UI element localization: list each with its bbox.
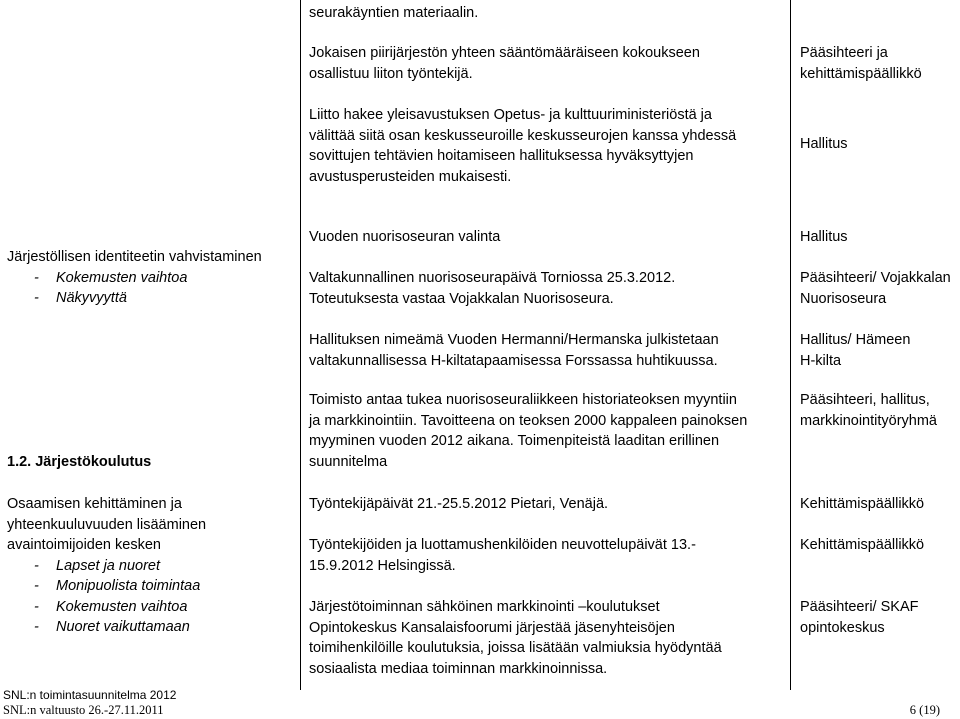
action-cell bbox=[309, 330, 719, 371]
text-line: Järjestötoiminnan sähköinen markkinointi –koulutukset bbox=[309, 599, 660, 615]
responsible-cell: Kehittämispäällikkö bbox=[800, 537, 925, 553]
page-number: 6 (19) bbox=[909, 703, 940, 717]
text-line: Osaamisen kehittäminen ja bbox=[7, 496, 182, 512]
text-line: H-kilta bbox=[800, 352, 842, 369]
text-line: Pääsihteeri ja bbox=[800, 45, 888, 61]
text-line: Valtakunnallinen nuorisoseurapäivä Torniossa 25.3.2012. bbox=[309, 270, 676, 286]
text-line: suunnitelma bbox=[309, 453, 388, 470]
text-line: avustusperusteiden mukaisesti. bbox=[309, 168, 512, 185]
text-line: Toteutuksesta vastaa Vojakkalan Nuorisoseura. bbox=[309, 290, 614, 307]
action-cell bbox=[309, 268, 675, 309]
action-cell bbox=[309, 390, 747, 472]
goal-item: - Kokemusten vaihtoa bbox=[34, 598, 188, 615]
goal-item: - Nuoret vaikuttamaan bbox=[34, 619, 190, 635]
text-line: osallistuu liiton työntekijä. bbox=[309, 65, 473, 82]
action-cell bbox=[309, 535, 696, 576]
section-identity-goal bbox=[7, 247, 262, 309]
paragraph-liaison bbox=[309, 43, 700, 84]
text-line: Pääsihteeri/ Vojakkalan bbox=[800, 270, 951, 286]
responsible-cell bbox=[800, 268, 951, 309]
action-cell bbox=[309, 597, 722, 679]
responsible-cell bbox=[800, 43, 922, 84]
text-line: Liitto hakee yleisavustuksen Opetus- ja kulttuuriministeriöstä ja bbox=[309, 107, 712, 123]
goal-item: - Monipuolista toimintaa bbox=[34, 578, 201, 594]
text-line: Pääsihteeri, hallitus, bbox=[800, 392, 930, 408]
text-line: Pääsihteeri/ SKAF bbox=[800, 599, 919, 615]
text-line: yhteenkuuluvuuden lisääminen bbox=[7, 516, 207, 533]
table-border-middle bbox=[790, 0, 791, 690]
text-line: Hallituksen nimeämä Vuoden Hermanni/Hermanska julkistetaan bbox=[309, 332, 719, 348]
text-line: 15.9.2012 Helsingissä. bbox=[309, 557, 456, 574]
text-line: opintokeskus bbox=[800, 619, 885, 636]
text-line: Toimisto antaa tukea nuorisoseuraliikkeen historiateoksen myyntiin bbox=[309, 392, 737, 408]
action-cell: Työntekijäpäivät 21.-25.5.2012 Pietari, Venäjä. bbox=[309, 496, 609, 512]
footer-meeting: SNL:n valtuusto 26.-27.11.2011 bbox=[3, 703, 164, 717]
paragraph-grant bbox=[309, 105, 736, 187]
continued-text: seurakäyntien materiaalin. bbox=[309, 5, 479, 21]
text-line: sovittujen tehtävien hoitamiseen hallituksessa hyväksyttyjen bbox=[309, 148, 694, 164]
text-line: ja markkinointiin. Tavoitteena on teoksen 2000 kappaleen painoksen bbox=[309, 412, 748, 429]
responsible-cell: Kehittämispäällikkö bbox=[800, 496, 925, 512]
goal-heading: Järjestöllisen identiteetin vahvistaminen bbox=[7, 249, 262, 265]
text-line: kehittämispäällikkö bbox=[800, 65, 922, 82]
responsible-cell: Hallitus bbox=[800, 136, 848, 152]
goal-item: - Lapset ja nuoret bbox=[34, 557, 160, 574]
text-line: Opintokeskus Kansalaisfoorumi järjestää jäsenyhteisöjen bbox=[309, 619, 675, 636]
text-line: Hallitus/ Hämeen bbox=[800, 332, 911, 348]
section-heading: 1.2. Järjestökoulutus bbox=[7, 454, 152, 470]
responsible-cell: Hallitus bbox=[800, 229, 848, 245]
text-line: toimihenkilöille koulutuksia, joissa lisätään valmiuksia hyödyntää bbox=[309, 640, 722, 656]
action-cell: Vuoden nuorisoseuran valinta bbox=[309, 229, 501, 245]
text-line: Jokaisen piirijärjestön yhteen sääntömääräiseen kokoukseen bbox=[309, 45, 700, 61]
text-line: valtakunnallisessa H-kiltatapaamisessa Forssassa huhtikuussa. bbox=[309, 352, 718, 369]
goal-item: - Näkyvyyttä bbox=[34, 290, 127, 306]
footer-document-title: SNL:n toimintasuunnitelma 2012 bbox=[3, 688, 177, 702]
responsible-cell bbox=[800, 390, 937, 431]
text-line: Työntekijöiden ja luottamushenkilöiden neuvottelupäivät 13.- bbox=[309, 537, 696, 553]
text-line: välittää siitä osan keskusseuroille keskusseurojen kanssa yhdessä bbox=[309, 127, 737, 144]
text-line: Nuorisoseura bbox=[800, 290, 887, 307]
text-line: avaintoimijoiden kesken bbox=[7, 537, 161, 553]
text-line: markkinointityöryhmä bbox=[800, 412, 937, 429]
text-line: sosiaalista mediaa toiminnan markkinoinnissa. bbox=[309, 660, 608, 677]
section-training-goal bbox=[7, 494, 206, 638]
responsible-cell bbox=[800, 330, 910, 371]
table-border-left bbox=[300, 0, 301, 690]
text-line: myyminen vuoden 2012 aikana. Toimenpiteistä laaditan erillinen bbox=[309, 433, 720, 449]
responsible-cell bbox=[800, 597, 918, 638]
goal-item: - Kokemusten vaihtoa bbox=[34, 269, 188, 286]
